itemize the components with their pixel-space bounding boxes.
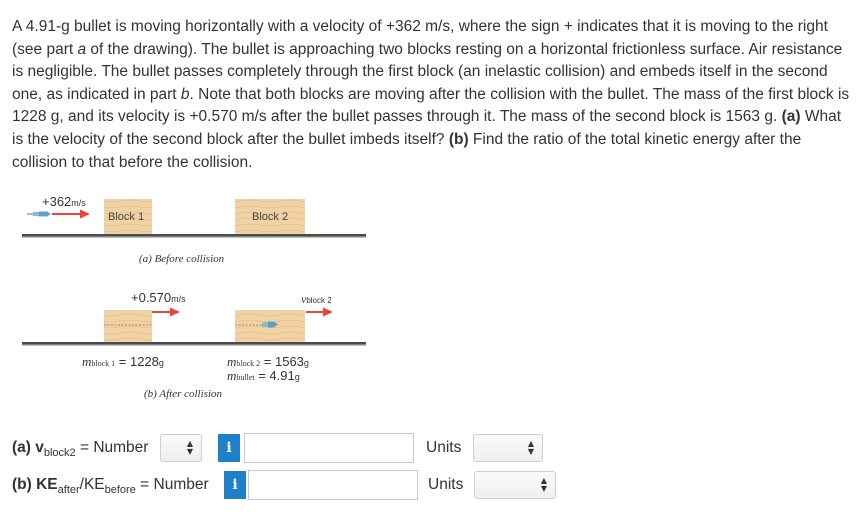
block-2-velocity-arrow: [306, 308, 333, 317]
updown-arrows-icon: ▲ ▼: [186, 439, 193, 456]
updown-arrows-icon: ▲ ▼: [527, 439, 534, 456]
updown-arrows-icon: ▲ ▼: [540, 476, 547, 493]
block-1-label: Block 1: [108, 211, 145, 223]
mass-bullet-label: mbullet = 4.91g: [227, 368, 300, 383]
bullet-icon: [27, 212, 51, 217]
answer-a-number-input[interactable]: [244, 433, 414, 463]
answer-b-info-icon[interactable]: i: [224, 471, 246, 499]
block-1-velocity-label: +0.570m/s: [131, 290, 186, 305]
problem-text: A 4.91-g bullet is moving horizontally with a velocity of +362 m/s, where the sign + indicates that it is moving to the right (see part a of the drawing). The bullet is approaching two blocks resting on a horizontal frictionless surface. Air resistance is negligible. The bullet passes completely through the first block (an inelastic collision) and embeds itself in the second one, as indicated in part b. Note that both blocks are moving after the collision with the bullet. The mass of the first block is 1228 g, and its velocity is +0.570 m/s after the bullet passes through it. The mass of the second block is 1563 g. (a) What is the velocity of the second block after the bullet imbeds itself? (b) Find the ratio of the total kinetic energy after the collision to that before the collision.: [12, 18, 850, 171]
caption-before-collision: (a) Before collision: [139, 253, 225, 265]
answer-a-units-label: Units: [426, 439, 462, 456]
answer-b-label: (b) $KE_{after}/KE_{before}$ = Number: [12, 476, 209, 497]
answer-b-units-select[interactable]: [474, 471, 556, 499]
surface-after: [22, 342, 366, 345]
answer-a-sign-select[interactable]: [160, 434, 202, 462]
part-b-label: (b): [448, 130, 469, 148]
block-1-after: [104, 310, 152, 342]
caption-after-collision: (b) After collision: [144, 388, 223, 400]
bullet-velocity-label: +362m/s: [42, 194, 86, 209]
answer-row-a: [12, 433, 852, 463]
block-2-label: Block 2: [252, 211, 289, 223]
mass-block-1-label: mblock 1 = 1228g: [82, 354, 164, 369]
surface-before: [22, 234, 366, 237]
block-2-velocity-label: vblock 2: [301, 292, 332, 306]
answer-a-units-select[interactable]: [473, 434, 543, 462]
collision-figure: [0, 186, 861, 416]
bullet-velocity-arrow: [52, 210, 90, 219]
answer-b-units-label: Units: [428, 476, 464, 493]
answer-b-number-input[interactable]: [248, 470, 418, 500]
answer-a-label: (a) $v_{block2}$ = Number: [12, 439, 149, 460]
block-1-velocity-arrow: [152, 308, 180, 317]
mass-block-2-label: mblock 2 = 1563g: [227, 354, 309, 369]
collision-diagram: [0, 186, 861, 416]
part-a-label: (a): [781, 108, 801, 126]
answer-a-info-icon[interactable]: i: [218, 434, 240, 462]
answer-row-b: [12, 470, 852, 500]
